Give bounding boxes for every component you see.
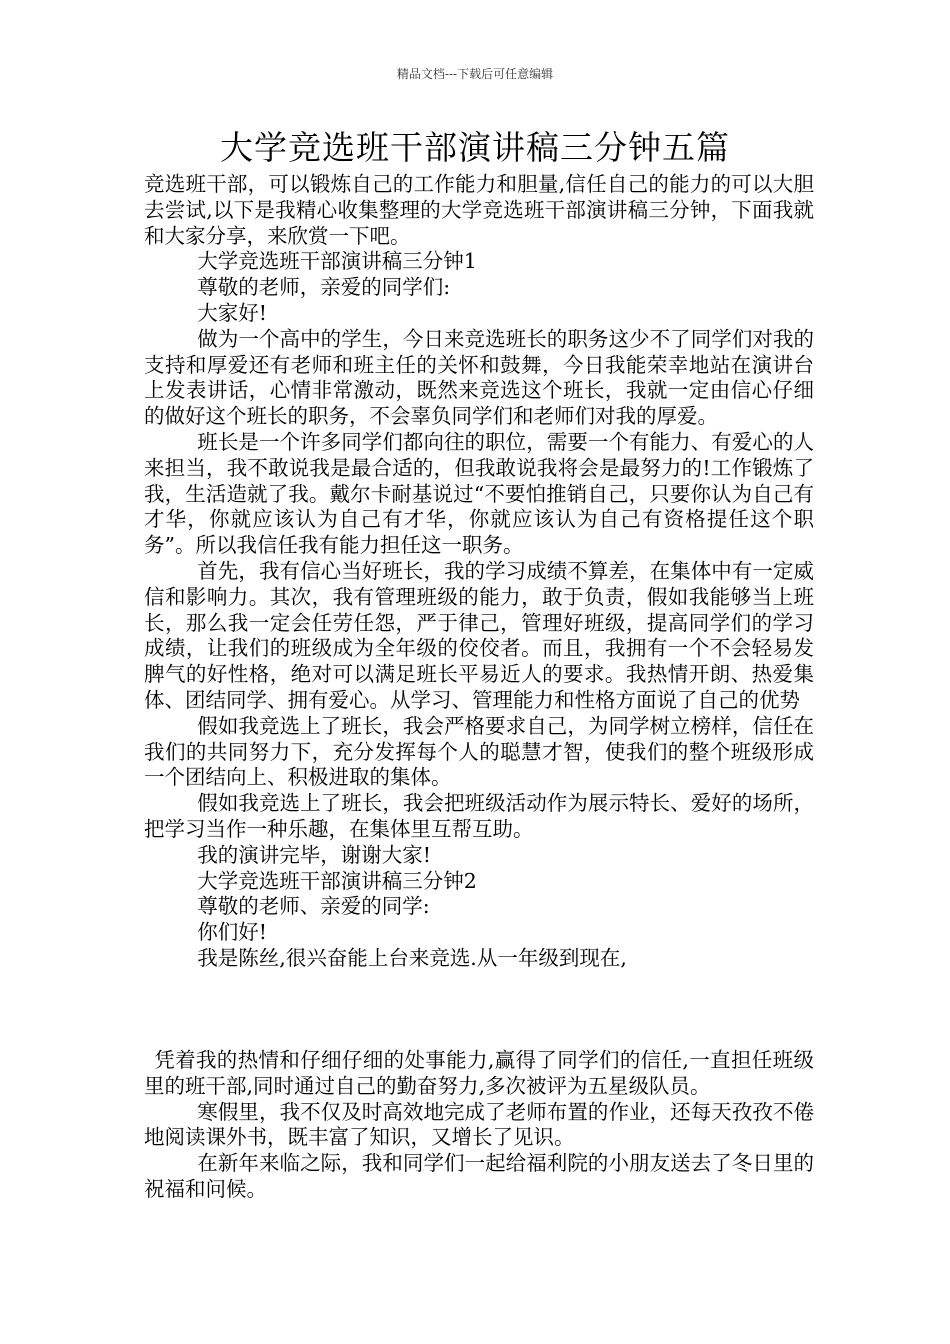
speech-1-heading: 大学竞选班干部演讲稿三分钟1 bbox=[197, 249, 477, 274]
body-paragraph: 假如我竞选上了班长，我会严格要求自己，为同学树立榜样，信任在我们的共同努力下，充分发挥每个人的聪慧才智，使我们的整个班级形成一个团结向上、积极进取的集体。 bbox=[144, 713, 814, 790]
page-title: 大学竞选班干部演讲稿三分钟五篇 bbox=[220, 128, 730, 167]
body-paragraph: 做为一个高中的学生，今日来竞选班长的职务这少不了同学们对我的支持和厚爱还有老师和班主任的关怀和鼓舞，今日我能荣幸地站在演讲台上发表讲话，心情非常激动，既然来竞选这个班长，我就一定由信心仔细的做好这个班长的职务，不会辜负同学们和老师们对我的厚爱。 bbox=[144, 326, 814, 429]
speech-2-heading: 大学竞选班干部演讲稿三分钟2 bbox=[197, 868, 477, 893]
closing-line: 我的演讲完毕，谢谢大家! bbox=[197, 842, 432, 867]
body-paragraph: 假如我竞选上了班长，我会把班级活动作为展示特长、爱好的场所，把学习当作一种乐趣，在集体里互帮互助。 bbox=[144, 791, 814, 841]
body-paragraph: 首先，我有信心当好班长，我的学习成绩不算差，在集体中有一定威信和影响力。其次，我有管理班级的能力，敢于负责，假如我能够当上班长，那么我一定会任劳任怨，严于律己，管理好班级，提高同学们的学习成绩，让我们的班级成为全年级的佼佼者。而且，我拥有一个不会轻易发脾气的好性格，绝对可以满足班长平易近人的要求。我热情开朗、热爱集体、团结同学、拥有爱心。从学习、管理能力和性格方面说了自己的优势 bbox=[144, 558, 814, 712]
header-note: 精品文档---下载后可任意编辑 bbox=[396, 67, 554, 81]
salutation: 尊敬的老师、亲爱的同学: bbox=[197, 894, 430, 919]
body-paragraph: 寒假里，我不仅及时高效地完成了老师布置的作业，还每天孜孜不倦地阅读课外书，既丰富了知识，又增长了见识。 bbox=[144, 1099, 814, 1150]
body-paragraph: 我是陈丝,很兴奋能上台来竞选.从一年级到现在, bbox=[197, 945, 627, 970]
body-text-part-2 bbox=[144, 1048, 814, 1203]
body-text-part-1 bbox=[144, 172, 814, 972]
salutation: 尊敬的老师，亲爱的同学们: bbox=[197, 275, 451, 300]
greeting: 你们好! bbox=[197, 920, 268, 945]
body-paragraph: 在新年来临之际，我和同学们一起给福利院的小朋友送去了冬日里的祝福和问候。 bbox=[144, 1151, 814, 1201]
body-paragraph: 班长是一个许多同学们都向往的职位，需要一个有能力、有爱心的人来担当，我不敢说我是最合适的，但我敢说我将会是最努力的!工作锻炼了我，生活造就了我。戴尔卡耐基说过“不要怕推销自己，只要你认为自己有才华，你就应该认为自己有才华，你就应该认为自己有资格提任这个职务”。所以我信任我有能力担任这一职务。 bbox=[144, 429, 814, 558]
greeting: 大家好! bbox=[197, 300, 268, 325]
body-paragraph: 凭着我的热情和仔细仔细的处事能力,赢得了同学们的信任,一直担任班级里的班干部,同时通过自己的勤奋努力,多次被评为五星级队员。 bbox=[144, 1048, 814, 1098]
intro-paragraph: 竞选班干部，可以锻炼自己的工作能力和胆量,信任自己的能力的可以大胆去尝试,以下是我精心收集整理的大学竞选班干部演讲稿三分钟，下面我就和大家分享，来欣赏一下吧。 bbox=[144, 172, 814, 248]
